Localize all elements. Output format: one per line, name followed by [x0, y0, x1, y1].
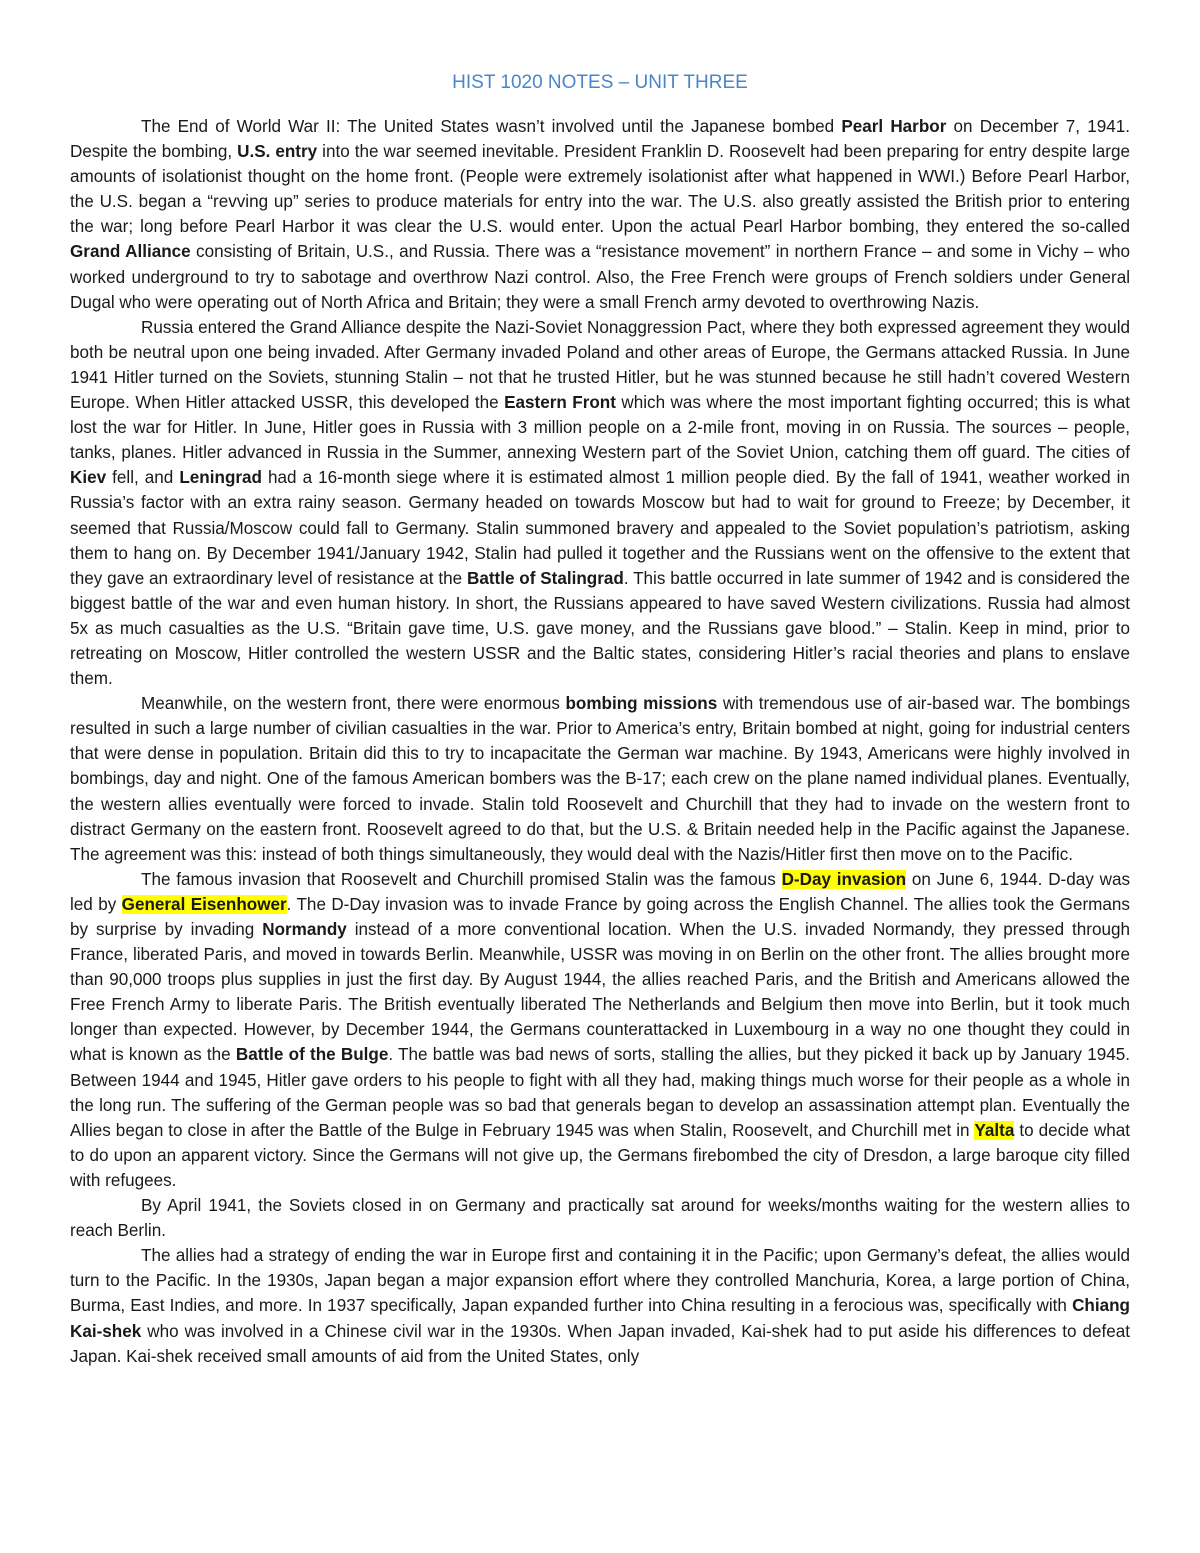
- bold-term: Chiang Kai-shek: [70, 1296, 1130, 1341]
- text-run: with tremendous use of air-based war. The bombings resulted in such a large number of civilian casualties in the war. Prior to America’s entry, Britain bombed at night, going for industrial centers that were dense in population. Britain did this to try to incapacitate the German war machine. By 1943, Americans were highly involved in bombings, day and night. One of the famous American bombers was the B-17; each crew on the plane named individual planes. Eventually, the western allies eventually were forced to invade. Stalin told Roosevelt and Churchill that they had to invade on the western front to distract Germany on the eastern front. Roosevelt agreed to do that, but the U.S. & Britain needed help in the Pacific against the Japanese. The agreement was this: instead of both things simultaneously, they would deal with the Nazis/Hitler first then move on to the Pacific.: [70, 694, 1130, 864]
- highlighted-term: General Eisenhower: [121, 894, 287, 914]
- paragraph: [70, 1193, 1130, 1243]
- text-run: into the war seemed inevitable. President Franklin D. Roosevelt had been preparing for entry despite large amounts of isolationist thought on the home front. (People were extremely isolationist after what happened in WWI.) Before Pearl Harbor, the U.S. began a “revving up” series to produce materials for entry into the war. The U.S. also greatly assisted the British prior to entering the war; long before Pearl Harbor it was clear the U.S. would enter. Upon the actual Pearl Harbor bombing, they entered the so-called: [70, 142, 1130, 237]
- bold-term: Kiev: [70, 468, 107, 488]
- paragraph: [70, 867, 1130, 1193]
- text-run: The famous invasion that Roosevelt and Churchill promised Stalin was the famous: [141, 869, 782, 889]
- bold-term: Normandy: [262, 920, 347, 939]
- text-run: . This battle occurred in late summer of 1942 and is considered the biggest battle of the war and even human history. In short, the Russians appeared to have saved Western civilizations. Russia had almost 5x as much casualties as the U.S. “Britain gave time, U.S. gave money, and the Russians gave blood.” – Stalin. Keep in mind, prior to retreating on Moscow, Hitler controlled the western USSR and the Baltic states, considering Hitler’s racial theories and plans to enslave them.: [70, 568, 1130, 689]
- document-title: HIST 1020 NOTES – UNIT THREE: [452, 72, 748, 93]
- text-run: consisting of Britain, U.S., and Russia. There was a “resistance movement” in northern France – and some in Vichy – who worked underground to try to sabotage and overthrow Nazi control. Also, the Free French were groups of French soldiers under General Dugal who were operating out of North Africa and Britain; they were a small French army devoted to overthrowing Nazis.: [70, 242, 1130, 312]
- text-run: on December 7, 1941. Despite the bombing,: [70, 117, 1130, 162]
- text-run: which was where the most important fighting occurred; this is what lost the war for Hitler. In June, Hitler goes in Russia with 3 million people on a 2-mile front, moving in on Russia. The sources – people, tanks, planes. Hitler advanced in Russia in the Summer, annexing Western part of the Soviet Union, catching them off guard. The cities of: [70, 393, 1130, 463]
- text-run: The allies had a strategy of ending the war in Europe first and containing it in the Pacific; upon Germany’s defeat, the allies would turn to the Pacific. In the 1930s, Japan began a major expansion effort where they controlled Manchuria, Korea, a large portion of China, Burma, East Indies, and more. In 1937 specifically, Japan expanded further into China resulting in a ferocious was, specifically with: [70, 1246, 1130, 1316]
- text-run: By April 1941, the Soviets closed in on Germany and practically sat around for weeks/months waiting for the western allies to reach Berlin.: [70, 1196, 1130, 1241]
- highlighted-term: D-Day invasion: [781, 869, 907, 889]
- text-run: Russia entered the Grand Alliance despite the Nazi-Soviet Nonaggression Pact, where they both expressed agreement they would both be neutral upon one being invaded. After Germany invaded Poland and other areas of Europe, the Germans attacked Russia. In June 1941 Hitler turned on the Soviets, stunning Stalin – not that he trusted Hitler, but he was stunned because he still hadn’t covered Western Europe. When Hitler attacked USSR, this developed the: [70, 317, 1130, 413]
- text-run: The End of World War II: The United States wasn’t involved until the Japanese bombed: [141, 117, 842, 136]
- paragraph: [70, 315, 1130, 691]
- text-run: Meanwhile, on the western front, there were enormous: [141, 694, 566, 714]
- paragraph: [70, 1243, 1130, 1368]
- bold-term: Pearl Harbor: [841, 117, 947, 136]
- text-run: had a 16-month siege where it is estimated almost 1 million people died. By the fall of 1941, weather worked in Russia’s factor with an extra rainy season. Germany headed on towards Moscow but had to wait for ground to Freeze; by December, it seemed that Russia/Moscow could fall to Germany. Stalin summoned bravery and appealed to the Soviet population’s patriotism, asking them to hang on. By December 1941/January 1942, Stalin had pulled it together and the Russians went on the offensive to the extent that they gave an extraordinary level of resistance at the: [70, 468, 1130, 588]
- bold-term: Leningrad: [179, 468, 262, 488]
- bold-term: Grand Alliance: [70, 242, 191, 262]
- highlighted-term: Yalta: [974, 1120, 1015, 1140]
- bold-term: U.S. entry: [237, 142, 318, 162]
- text-run: who was involved in a Chinese civil war in the 1930s. When Japan invaded, Kai-shek had to put aside his differences to defeat Japan. Kai-shek received small amounts of aid from the United States, only: [70, 1321, 1130, 1366]
- bold-term: bombing missions: [565, 694, 718, 714]
- text-run: . The battle was bad news of sorts, stalling the allies, but they picked it back up by January 1945. Between 1944 and 1945, Hitler gave orders to his people to fight with all they had, making things much worse for their people as a whole in the long run. The suffering of the German people was so bad that generals began to develop an assassination attempt plan. Eventually the Allies began to close in after the Battle of the Bulge in February 1945 was when Stalin, Roosevelt, and Churchill met in: [70, 1045, 1130, 1140]
- paragraph: [70, 114, 1130, 315]
- paragraph: [70, 691, 1130, 867]
- bold-term: Battle of Stalingrad: [466, 568, 624, 588]
- text-run: on June 6, 1944. D-day was led by: [70, 869, 1130, 914]
- document-body: [70, 114, 1130, 1369]
- text-run: . The D-Day invasion was to invade France by going across the English Channel. The allies took the Germans by surprise by invading: [70, 894, 1130, 939]
- bold-term: Eastern Front: [504, 393, 616, 413]
- text-run: to decide what to do upon an apparent victory. Since the Germans will not give up, the Germans firebombed the city of Dresdon, a large baroque city filled with refugees.: [70, 1120, 1131, 1190]
- text-run: instead of a more conventional location. When the U.S. invaded Normandy, they pressed through France, liberated Paris, and moved in towards Berlin. Meanwhile, USSR was moving in on Berlin on the other front. The allies brought more than 90,000 troops plus supplies in just the first day. By August 1944, the allies reached Paris, and the British and Americans allowed the Free French Army to liberate Paris. The British eventually liberated The Netherlands and Belgium then move into Berlin, but it took much longer than expected. However, by December 1944, the Germans counterattacked in Luxembourg in a way no one thought they could in what is known as the: [70, 920, 1131, 1065]
- bold-term: Battle of the Bulge: [235, 1045, 389, 1065]
- text-run: fell, and: [106, 468, 180, 488]
